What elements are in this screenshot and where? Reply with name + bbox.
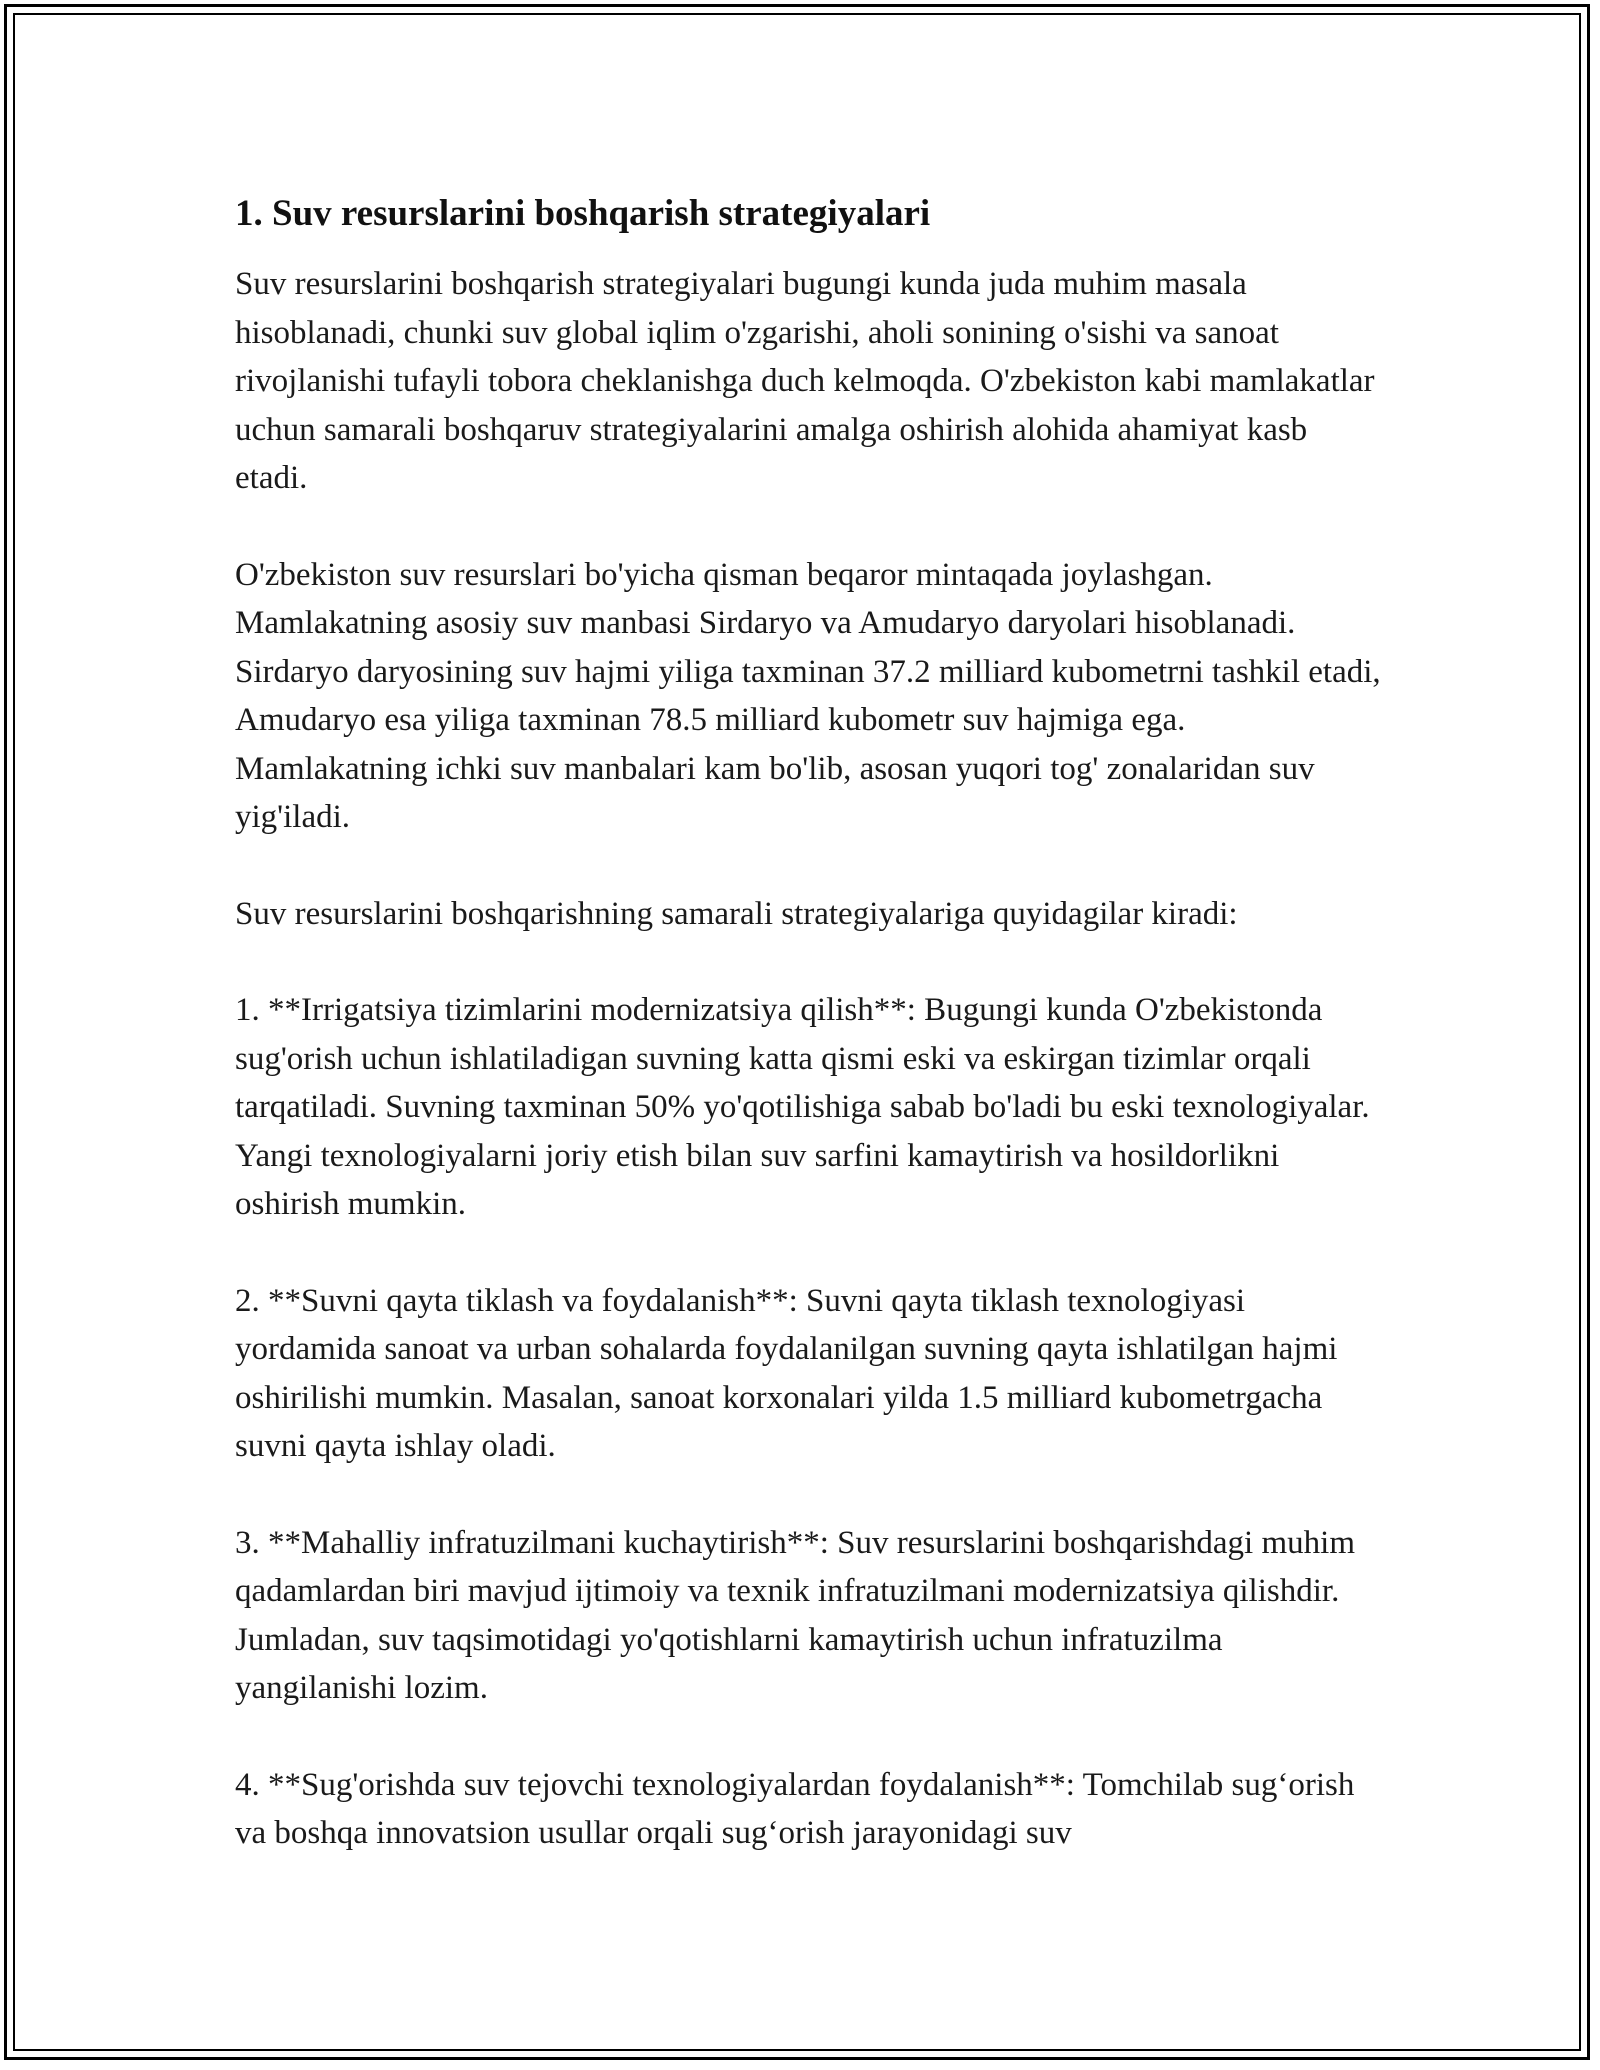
list-item-infrastructure: 3. **Mahalliy infratuzilmani kuchaytirish**: Suv resurslarini boshqarishdagi muhim qadamlardan biri mavjud ijtimoiy va texnik infratuzilmani modernizatsiya qilishdir. Jumladan, suv taqsimotidagi yo'qotishlarni kamaytirish uchun infratuzilma yangilanishi lozim.	[235, 1524, 1355, 1706]
paragraph-strategies-intro: Suv resurslarini boshqarishning samarali strategiyalariga quyidagilar kiradi:	[235, 895, 1238, 932]
list-item-water-saving-tech: 4. **Sug'orishda suv tejovchi texnologiyalardan foydalanish**: Tomchilab sug‘orish va boshqa innovatsion usullar orqali sug‘orish jarayonidagi suv	[235, 1766, 1355, 1851]
paragraph-intro: Suv resurslarini boshqarish strategiyalari bugungi kunda juda muhim masala hisoblanadi, chunki suv global iqlim o'zgarishi, aholi sonining o'sishi va sanoat rivojlanishi tufayli tobora cheklanishga duch kelmoqda. O'zbekiston kabi mamlakatlar uchun samarali boshqaruv strategiyalarini amalga oshirish alohida ahamiyat kasb etadi.	[235, 266, 1375, 496]
paragraph-water-sources: O'zbekiston suv resurslari bo'yicha qisman beqaror mintaqada joylashgan. Mamlakatning asosiy suv manbasi Sirdaryo va Amudaryo daryolari hisoblanadi. Sirdaryo daryosining suv hajmi yiliga taxminan 37.2 milliard kubometrni tashkil etadi, Amudaryo esa yiliga taxminan 78.5 milliard kubometr suv hajmiga ega. Mamlakatning ichki suv manbalari kam bo'lib, asosan yuqori tog' zonalaridan suv yig'iladi.	[235, 556, 1381, 835]
list-item-irrigation: 1. **Irrigatsiya tizimlarini modernizatsiya qilish**: Bugungi kunda O'zbekistonda sug'orish uchun ishlatiladigan suvning katta qismi eski va eskirgan tizimlar orqali tarqatiladi. Suvning taxminan 50% yo'qotilishiga sabab bo'ladi bu eski texnologiyalar. Yangi texnologiyalarni joriy etish bilan suv sarfini kamaytirish va hosildorlikni oshirish mumkin.	[235, 992, 1370, 1222]
document-body	[235, 186, 1385, 1906]
document-title: 1. Suv resurslarini boshqarish strategiyalari	[235, 193, 931, 234]
list-item-water-recycling: 2. **Suvni qayta tiklash va foydalanish**: Suvni qayta tiklash texnologiyasi yordamida sanoat va urban sohalarda foydalanilgan suvning qayta ishlatilgan hajmi oshirilishi mumkin. Masalan, sanoat korxonalari yilda 1.5 milliard kubometrgacha suvni qayta ishlay oladi.	[235, 1282, 1338, 1464]
